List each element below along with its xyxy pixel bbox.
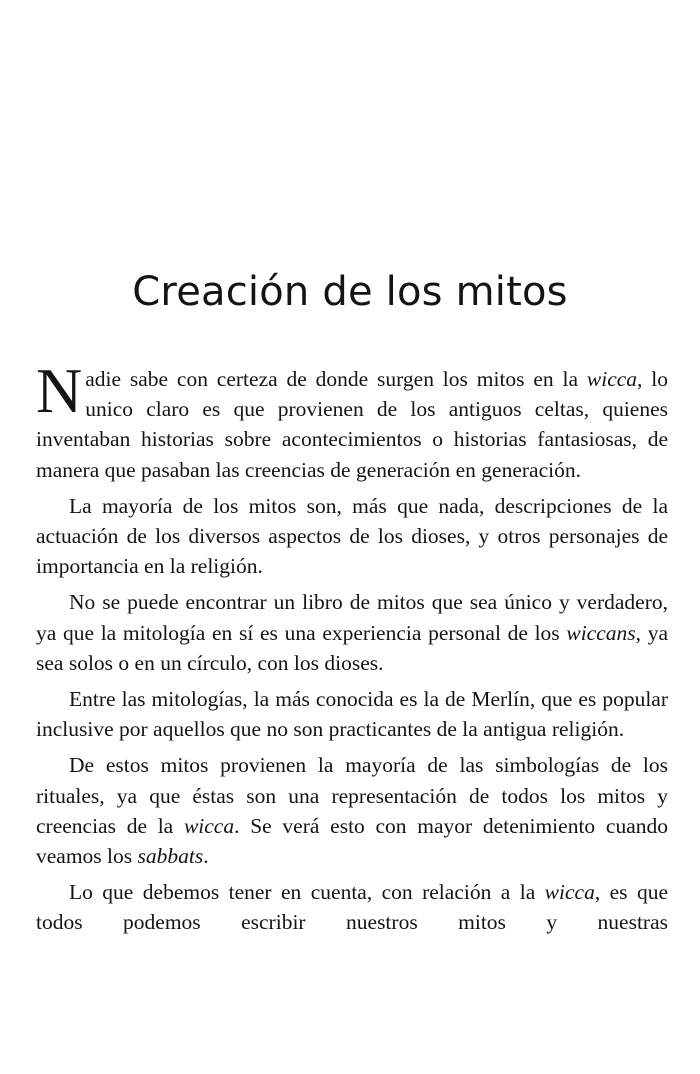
paragraph-text: . [203,844,209,869]
paragraph-text: Entre las mitologías, la más conocida es la de Merlín, que es popular inclusive por aquellos que no son practicantes de la antigua religión. [36,687,668,742]
paragraph-text: No se puede encontrar un libro de mitos que sea único y verdadero, ya que la mitología en sí es una experiencia personal de los [36,590,668,645]
paragraph-text: , ya sea solos o en un círculo, con los dioses. [36,620,668,675]
chapter-title: Creación de los mitos [132,269,568,315]
paragraph-1 [36,355,668,485]
italic-term: sabbats [137,844,204,869]
paragraph-4 [36,684,668,744]
paragraph-text: Lo que debemos tener en cuenta, con relación a la [69,880,545,905]
drop-cap: N [36,355,83,426]
italic-term: wiccans [566,620,636,645]
body-text [36,355,669,944]
paragraph-text: . Se verá esto con mayor detenimiento cuando veamos los [36,813,668,869]
italic-term: wicca [544,880,595,905]
paragraph-5 [36,750,668,871]
paragraph-text: , es que todos podemos escribir nuestros mitos y nuestras [36,880,669,935]
paragraph-text: La mayoría de los mitos son, más que nada, descripciones de la actuación de los diversos aspectos de los dioses, y otros personajes de importancia en la religión. [36,493,668,579]
italic-term: wicca [586,367,638,391]
paragraph-6 [36,877,668,937]
paragraph-text: , lo unico claro es que provienen de los antiguos celtas, quienes inventaban historias sobre acontecimientos o historias fantasiosas, de manera que pasaban las creencias de generación en generación. [36,367,668,482]
italic-term: wicca [183,813,235,838]
paragraph-2 [36,491,668,582]
paragraph-3 [36,587,668,678]
paragraph-text: De estos mitos provienen la mayoría de las simbologías de los rituales, ya que éstas son una representación de todos los mitos y creencias de la [36,753,668,838]
paragraph-text: adie sabe con certeza de donde surgen los mitos en la [85,367,587,391]
